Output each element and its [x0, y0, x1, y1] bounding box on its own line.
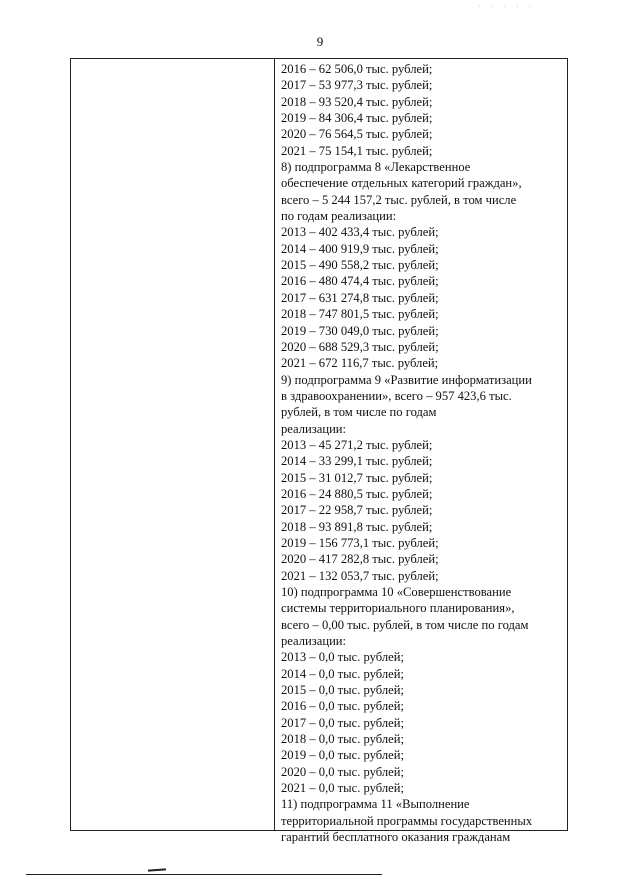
- page-number: 9: [316, 34, 324, 49]
- text-line: 8) подпрограмма 8 «Лекарственное: [281, 160, 471, 175]
- text-line: 2018 – 747 801,5 тыс. рублей;: [281, 307, 439, 322]
- right-cell-text: [281, 61, 567, 846]
- text-line: 2020 – 688 529,3 тыс. рублей;: [281, 339, 439, 354]
- text-line: 2021 – 0,0 тыс. рублей;: [281, 781, 404, 796]
- text-line: 2015 – 0,0 тыс. рублей;: [281, 683, 404, 698]
- text-line: 2014 – 400 919,9 тыс. рублей;: [281, 241, 439, 256]
- text-line: 10) подпрограмма 10 «Совершенствование: [281, 585, 512, 599]
- text-line: 9) подпрограмма 9 «Развитие информатизации: [281, 372, 532, 387]
- text-line: гарантий бесплатного оказания гражданам: [281, 830, 511, 845]
- text-line: 2016 – 480 474,4 тыс. рублей;: [281, 274, 439, 289]
- text-line: 2014 – 33 299,1 тыс. рублей;: [281, 454, 433, 469]
- text-line: всего – 0,00 тыс. рублей, в том числе по годам: [281, 617, 529, 632]
- text-line: 2015 – 490 558,2 тыс. рублей;: [281, 258, 439, 273]
- footer-mark: [148, 868, 166, 871]
- text-line: территориальной программы государственных: [281, 813, 533, 828]
- text-line: 2017 – 22 958,7 тыс. рублей;: [281, 503, 433, 518]
- text-line: 2014 – 0,0 тыс. рублей;: [281, 666, 404, 681]
- text-line: 2020 – 417 282,8 тыс. рублей;: [281, 552, 439, 567]
- text-line: 2019 – 84 306,4 тыс. рублей;: [281, 111, 433, 126]
- text-line: 2017 – 631 274,8 тыс. рублей;: [281, 290, 439, 305]
- column-divider: [274, 59, 275, 830]
- text-line: 2013 – 0,0 тыс. рублей;: [281, 650, 404, 665]
- text-line: 2019 – 730 049,0 тыс. рублей;: [281, 323, 439, 338]
- text-line: 2021 – 672 116,7 тыс. рублей;: [281, 356, 439, 371]
- text-line: 2015 – 31 012,7 тыс. рублей;: [281, 470, 433, 485]
- text-line: реализации:: [281, 421, 347, 436]
- text-line: 2018 – 0,0 тыс. рублей;: [281, 732, 404, 747]
- footer-rule: [26, 874, 382, 875]
- text-line: реализации:: [281, 634, 347, 649]
- text-line: 11) подпрограмма 11 «Выполнение: [281, 797, 470, 812]
- text-line: 2019 – 0,0 тыс. рублей;: [281, 748, 404, 763]
- text-line: в здравоохранении», всего – 957 423,6 тыс.: [281, 388, 512, 403]
- text-line: 2021 – 75 154,1 тыс. рублей;: [281, 143, 433, 158]
- text-line: 2016 – 62 506,0 тыс. рублей;: [281, 62, 433, 76]
- text-line: 2019 – 156 773,1 тыс. рублей;: [281, 535, 439, 550]
- text-line: 2018 – 93 891,8 тыс. рублей;: [281, 519, 433, 534]
- text-line: 2017 – 53 977,3 тыс. рублей;: [281, 78, 433, 93]
- text-line: 2020 – 76 564,5 тыс. рублей;: [281, 127, 433, 142]
- document-table: [70, 58, 568, 845]
- text-line: 2013 – 45 271,2 тыс. рублей;: [281, 437, 433, 452]
- scan-marks: · · · · ·: [478, 2, 536, 11]
- text-line: системы территориального планирования»,: [281, 601, 515, 616]
- text-line: рублей, в том числе по годам: [281, 405, 437, 420]
- text-line: обеспечение отдельных категорий граждан»,: [281, 176, 522, 191]
- text-line: 2016 – 24 880,5 тыс. рублей;: [281, 486, 433, 501]
- text-line: 2020 – 0,0 тыс. рублей;: [281, 764, 404, 779]
- text-line: по годам реализации:: [281, 209, 397, 224]
- text-line: 2013 – 402 433,4 тыс. рублей;: [281, 225, 439, 240]
- text-line: всего – 5 244 157,2 тыс. рублей, в том числе: [281, 192, 517, 207]
- text-line: 2018 – 93 520,4 тыс. рублей;: [281, 94, 433, 109]
- text-line: 2021 – 132 053,7 тыс. рублей;: [281, 568, 439, 583]
- text-line: 2016 – 0,0 тыс. рублей;: [281, 699, 404, 714]
- text-line: 2017 – 0,0 тыс. рублей;: [281, 715, 404, 730]
